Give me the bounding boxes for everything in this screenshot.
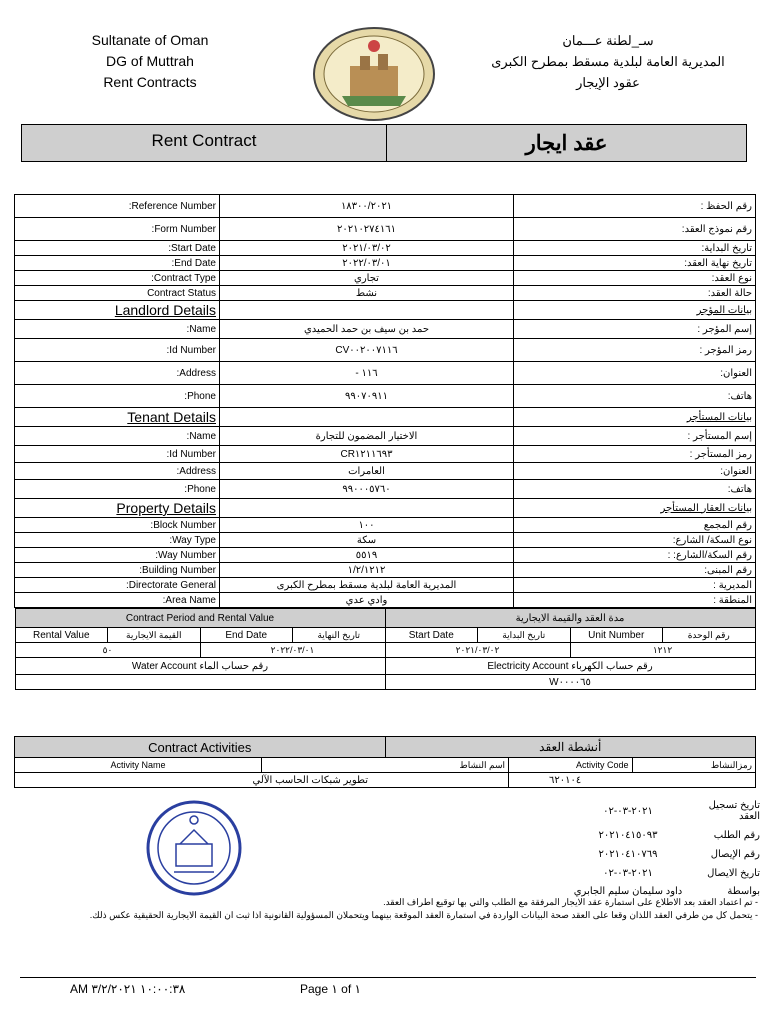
title-arabic: عقد ايجار xyxy=(525,132,608,155)
field-label-en: :Contract Type xyxy=(15,271,220,286)
field-row xyxy=(15,463,756,480)
period-header-ar: رقم الوحدة xyxy=(663,628,756,643)
section-title-en-cell xyxy=(15,499,220,518)
field-label-ar: العنوان: xyxy=(514,463,756,480)
field-row xyxy=(15,271,756,286)
field-row xyxy=(15,533,756,548)
field-value: وادي عدي xyxy=(220,593,514,608)
field-label-en: :Form Number xyxy=(15,218,220,241)
field-value: - ١١٦ xyxy=(220,362,514,385)
field-label-en: :Building Number xyxy=(15,563,220,578)
section-title-en-cell xyxy=(15,301,220,320)
field-label-ar: إسم المستأجر : xyxy=(514,427,756,446)
field-value: ٢٠٢١/٠٣/٠٢ xyxy=(220,241,514,256)
section-title-en: Property Details xyxy=(116,500,216,516)
field-row xyxy=(15,427,756,446)
header-arabic xyxy=(478,30,738,93)
field-row xyxy=(15,286,756,301)
field-label-en: :Start Date xyxy=(15,241,220,256)
field-value: ٩٩٠٠٠٥٧٦٠ xyxy=(220,480,514,499)
field-value: حمد بن سيف بن حمد الحميدي xyxy=(220,320,514,339)
registration-row xyxy=(560,864,760,883)
field-value: نشط xyxy=(220,286,514,301)
field-label-en: :Area Name xyxy=(15,593,220,608)
activity-name-value: تطوير شبكات الحاسب الآلي xyxy=(15,773,509,788)
registration-label: تاريخ الايصال xyxy=(707,868,760,879)
field-row xyxy=(15,195,756,218)
registration-label: رقم الطلب xyxy=(713,830,760,841)
period-title-row xyxy=(15,608,756,691)
period-header-en: Start Date xyxy=(385,628,478,643)
period-header-en: End Date xyxy=(200,628,293,643)
field-row xyxy=(15,518,756,533)
activity-code-header-ar: رمزالنشاط xyxy=(632,758,756,773)
field-label-ar: رقم المبنى: xyxy=(514,563,756,578)
field-value: CR١٢١١٦٩٣ xyxy=(220,446,514,463)
header-en-line: DG of Muttrah xyxy=(106,53,194,69)
title-english: Rent Contract xyxy=(22,125,387,161)
period-title-row xyxy=(15,609,755,628)
period-value: ٢٠٢١/٠٣/٠٢ xyxy=(385,643,570,658)
field-value: تجاري xyxy=(220,271,514,286)
registration-row xyxy=(560,796,760,826)
field-row xyxy=(15,241,756,256)
registration-value: ٢٠٢١-٠٣-٠٢ xyxy=(603,868,653,879)
note-line: - يتحمل كل من طرفي العقد اللذان وقعا على العقد صحة البيانات الواردة في استمارة العقد الموقعة بينهما ويتحملان المسؤولية القانونية اذا ثبت ان القيمة الايجارية الحقيقية عكس ذلك. xyxy=(89,910,758,920)
document-title-bar xyxy=(21,124,747,162)
field-label-ar: رقم الحفظ : xyxy=(514,195,756,218)
period-header-ar: تاريخ البداية xyxy=(478,628,571,643)
field-label-en: :Phone xyxy=(15,385,220,408)
field-label-en: :Name xyxy=(15,320,220,339)
field-row xyxy=(15,362,756,385)
registration-value: ٢٠٢١٠٤١٥٠٩٣ xyxy=(598,830,658,841)
field-label-ar: تاريخ نهاية العقد: xyxy=(514,256,756,271)
period-value-row xyxy=(15,643,755,658)
activities-table xyxy=(14,736,756,788)
activity-name-header-ar: اسم النشاط xyxy=(262,758,509,773)
section-title-en: Tenant Details xyxy=(127,409,216,425)
note-line: - تم اعتماد العقد بعد الاطلاع على استمارة عقد الايجار المرفقة مع الطلب والتي بها توقيع اطراف العقد. xyxy=(383,897,758,907)
registration-value: ٢٠٢١٠٤١٠٧٦٩ xyxy=(598,849,658,860)
field-row xyxy=(15,548,756,563)
section-title-ar: بيانات المؤجر xyxy=(514,301,756,320)
registration-value: داود سليمان سليم الجابري xyxy=(573,885,683,897)
activities-title-ar: أنشطة العقد xyxy=(385,737,756,758)
period-header-en: Rental Value xyxy=(15,628,108,643)
official-seal-icon xyxy=(146,800,242,896)
period-container xyxy=(15,608,756,691)
section-header-row xyxy=(15,499,756,518)
account-value-row xyxy=(15,675,755,690)
field-label-en: :Way Number xyxy=(15,548,220,563)
registration-row xyxy=(560,826,760,845)
field-label-en: :Way Type xyxy=(15,533,220,548)
activity-code-value: ٦٢٠١٠٤ xyxy=(509,773,756,788)
header-ar-line: سـ_لطنة عـــمان xyxy=(562,33,654,48)
field-value: ١٠٠ xyxy=(220,518,514,533)
registration-label: بواسطة xyxy=(727,885,760,897)
field-value: العامرات xyxy=(220,463,514,480)
section-title-ar: بيانات العقار المستأجر xyxy=(514,499,756,518)
period-value: ٥٠ xyxy=(15,643,200,658)
field-label-ar: رقم نموذج العقد: xyxy=(514,218,756,241)
field-row xyxy=(15,218,756,241)
field-label-en: :Address xyxy=(15,463,220,480)
period-value: ٢٠٢٢/٠٣/٠١ xyxy=(200,643,385,658)
section-header-row xyxy=(15,408,756,427)
field-row xyxy=(15,339,756,362)
field-value: الاختيار المضمون للتجارة xyxy=(220,427,514,446)
field-label-en: Contract Status xyxy=(15,286,220,301)
field-label-en: :Name xyxy=(15,427,220,446)
activity-name-header-en: Activity Name xyxy=(15,758,262,773)
footer-divider xyxy=(20,977,756,978)
field-label-ar: هاتف: xyxy=(514,385,756,408)
field-value: CV٠٠٢٠٠٧١١٦ xyxy=(220,339,514,362)
field-row xyxy=(15,256,756,271)
registration-label: تاريخ تسجيل العقد xyxy=(708,800,760,822)
activities-title-en: Contract Activities xyxy=(15,737,386,758)
field-label-ar: تاريخ البداية: xyxy=(514,241,756,256)
field-row xyxy=(15,578,756,593)
section-title-ar: بيانات المستأجر xyxy=(514,408,756,427)
field-label-en: :Reference Number xyxy=(15,195,220,218)
field-label-ar: رقم المجمع xyxy=(514,518,756,533)
section-title-en-cell xyxy=(15,408,220,427)
header-en-line: Rent Contracts xyxy=(103,74,197,90)
field-row xyxy=(15,480,756,499)
field-row xyxy=(15,446,756,463)
field-row xyxy=(15,320,756,339)
field-label-ar: رمز المستأجر : xyxy=(514,446,756,463)
field-label-ar: نوع السكة/ الشارع: xyxy=(514,533,756,548)
field-label-ar: العنوان: xyxy=(514,362,756,385)
activity-code-header-en: Activity Code xyxy=(509,758,633,773)
electricity-account-value: W٠٠٠٠٦٥ xyxy=(385,675,755,690)
period-title-ar: مدة العقد والقيمة الايجارية xyxy=(385,609,755,628)
section-header-row xyxy=(15,301,756,320)
period-header-row xyxy=(15,628,755,643)
field-value: ٢٠٢٢/٠٣/٠١ xyxy=(220,256,514,271)
field-label-en: :Directorate General xyxy=(15,578,220,593)
header-english xyxy=(70,30,230,93)
field-value: ١٨٣٠٠/٢٠٢١ xyxy=(220,195,514,218)
section-spacer xyxy=(220,408,514,427)
period-header-ar: تاريخ النهاية xyxy=(293,628,386,643)
water-account-value xyxy=(15,675,385,690)
registration-value: ٢٠٢١-٠٣-٠٢ xyxy=(603,805,653,817)
section-spacer xyxy=(220,499,514,518)
period-value: ١٢١٢ xyxy=(570,643,755,658)
section-title-en: Landlord Details xyxy=(114,302,216,318)
field-label-en: :Id Number xyxy=(15,339,220,362)
field-label-en: :Block Number xyxy=(15,518,220,533)
header-ar-line: المديرية العامة لبلدية مسقط بمطرح الكبرى xyxy=(491,54,725,69)
field-row xyxy=(15,385,756,408)
registration-info xyxy=(560,796,760,899)
account-label-row xyxy=(15,658,755,675)
registration-label: رقم الإيصال xyxy=(710,849,760,860)
registration-row xyxy=(560,845,760,864)
field-value: ٢٠٢١٠٢٧٤١٦١ xyxy=(220,218,514,241)
contract-details-table xyxy=(14,194,756,690)
field-label-ar: رمز المؤجر : xyxy=(514,339,756,362)
section-spacer xyxy=(220,301,514,320)
period-header-ar: القيمة الايجارية xyxy=(108,628,201,643)
water-account-label: Water Account رقم حساب الماء xyxy=(15,658,385,675)
field-value: سكة xyxy=(220,533,514,548)
period-header-en: Unit Number xyxy=(570,628,663,643)
field-value: ١/٢/١٢١٢ xyxy=(220,563,514,578)
field-value: المديرية العامة لبلدية مسقط بمطرح الكبرى xyxy=(220,578,514,593)
municipality-emblem-icon xyxy=(312,26,436,122)
field-label-ar: المنطقة : xyxy=(514,593,756,608)
header-ar-line: عقود الإيجار xyxy=(576,75,640,90)
field-label-ar: هاتف: xyxy=(514,480,756,499)
field-label-ar: إسم المؤجر : xyxy=(514,320,756,339)
field-label-ar: حالة العقد: xyxy=(514,286,756,301)
field-label-ar: المديرية : xyxy=(514,578,756,593)
header-en-line: Sultanate of Oman xyxy=(91,32,209,48)
field-label-en: :Phone xyxy=(15,480,220,499)
field-label-en: :End Date xyxy=(15,256,220,271)
period-title-en: Contract Period and Rental Value xyxy=(15,609,385,628)
field-label-en: :Address xyxy=(15,362,220,385)
field-label-ar: رقم السكة/الشارع: : xyxy=(514,548,756,563)
field-value: ٩٩٠٧٠٩١١ xyxy=(220,385,514,408)
footer-timestamp: AM ١٠:٠٠:٣٨ ٣/٢/٢٠٢١ xyxy=(70,982,186,996)
field-value: ٥٥١٩ xyxy=(220,548,514,563)
field-row xyxy=(15,593,756,608)
period-table xyxy=(15,608,756,690)
contract-notes xyxy=(10,896,758,922)
field-label-ar: نوع العقد: xyxy=(514,271,756,286)
field-label-en: :Id Number xyxy=(15,446,220,463)
field-row xyxy=(15,563,756,578)
electricity-account-label: Electricity Account رقم حساب الكهرباء xyxy=(385,658,755,675)
footer-page-number: Page ١ of ١ xyxy=(300,982,361,996)
